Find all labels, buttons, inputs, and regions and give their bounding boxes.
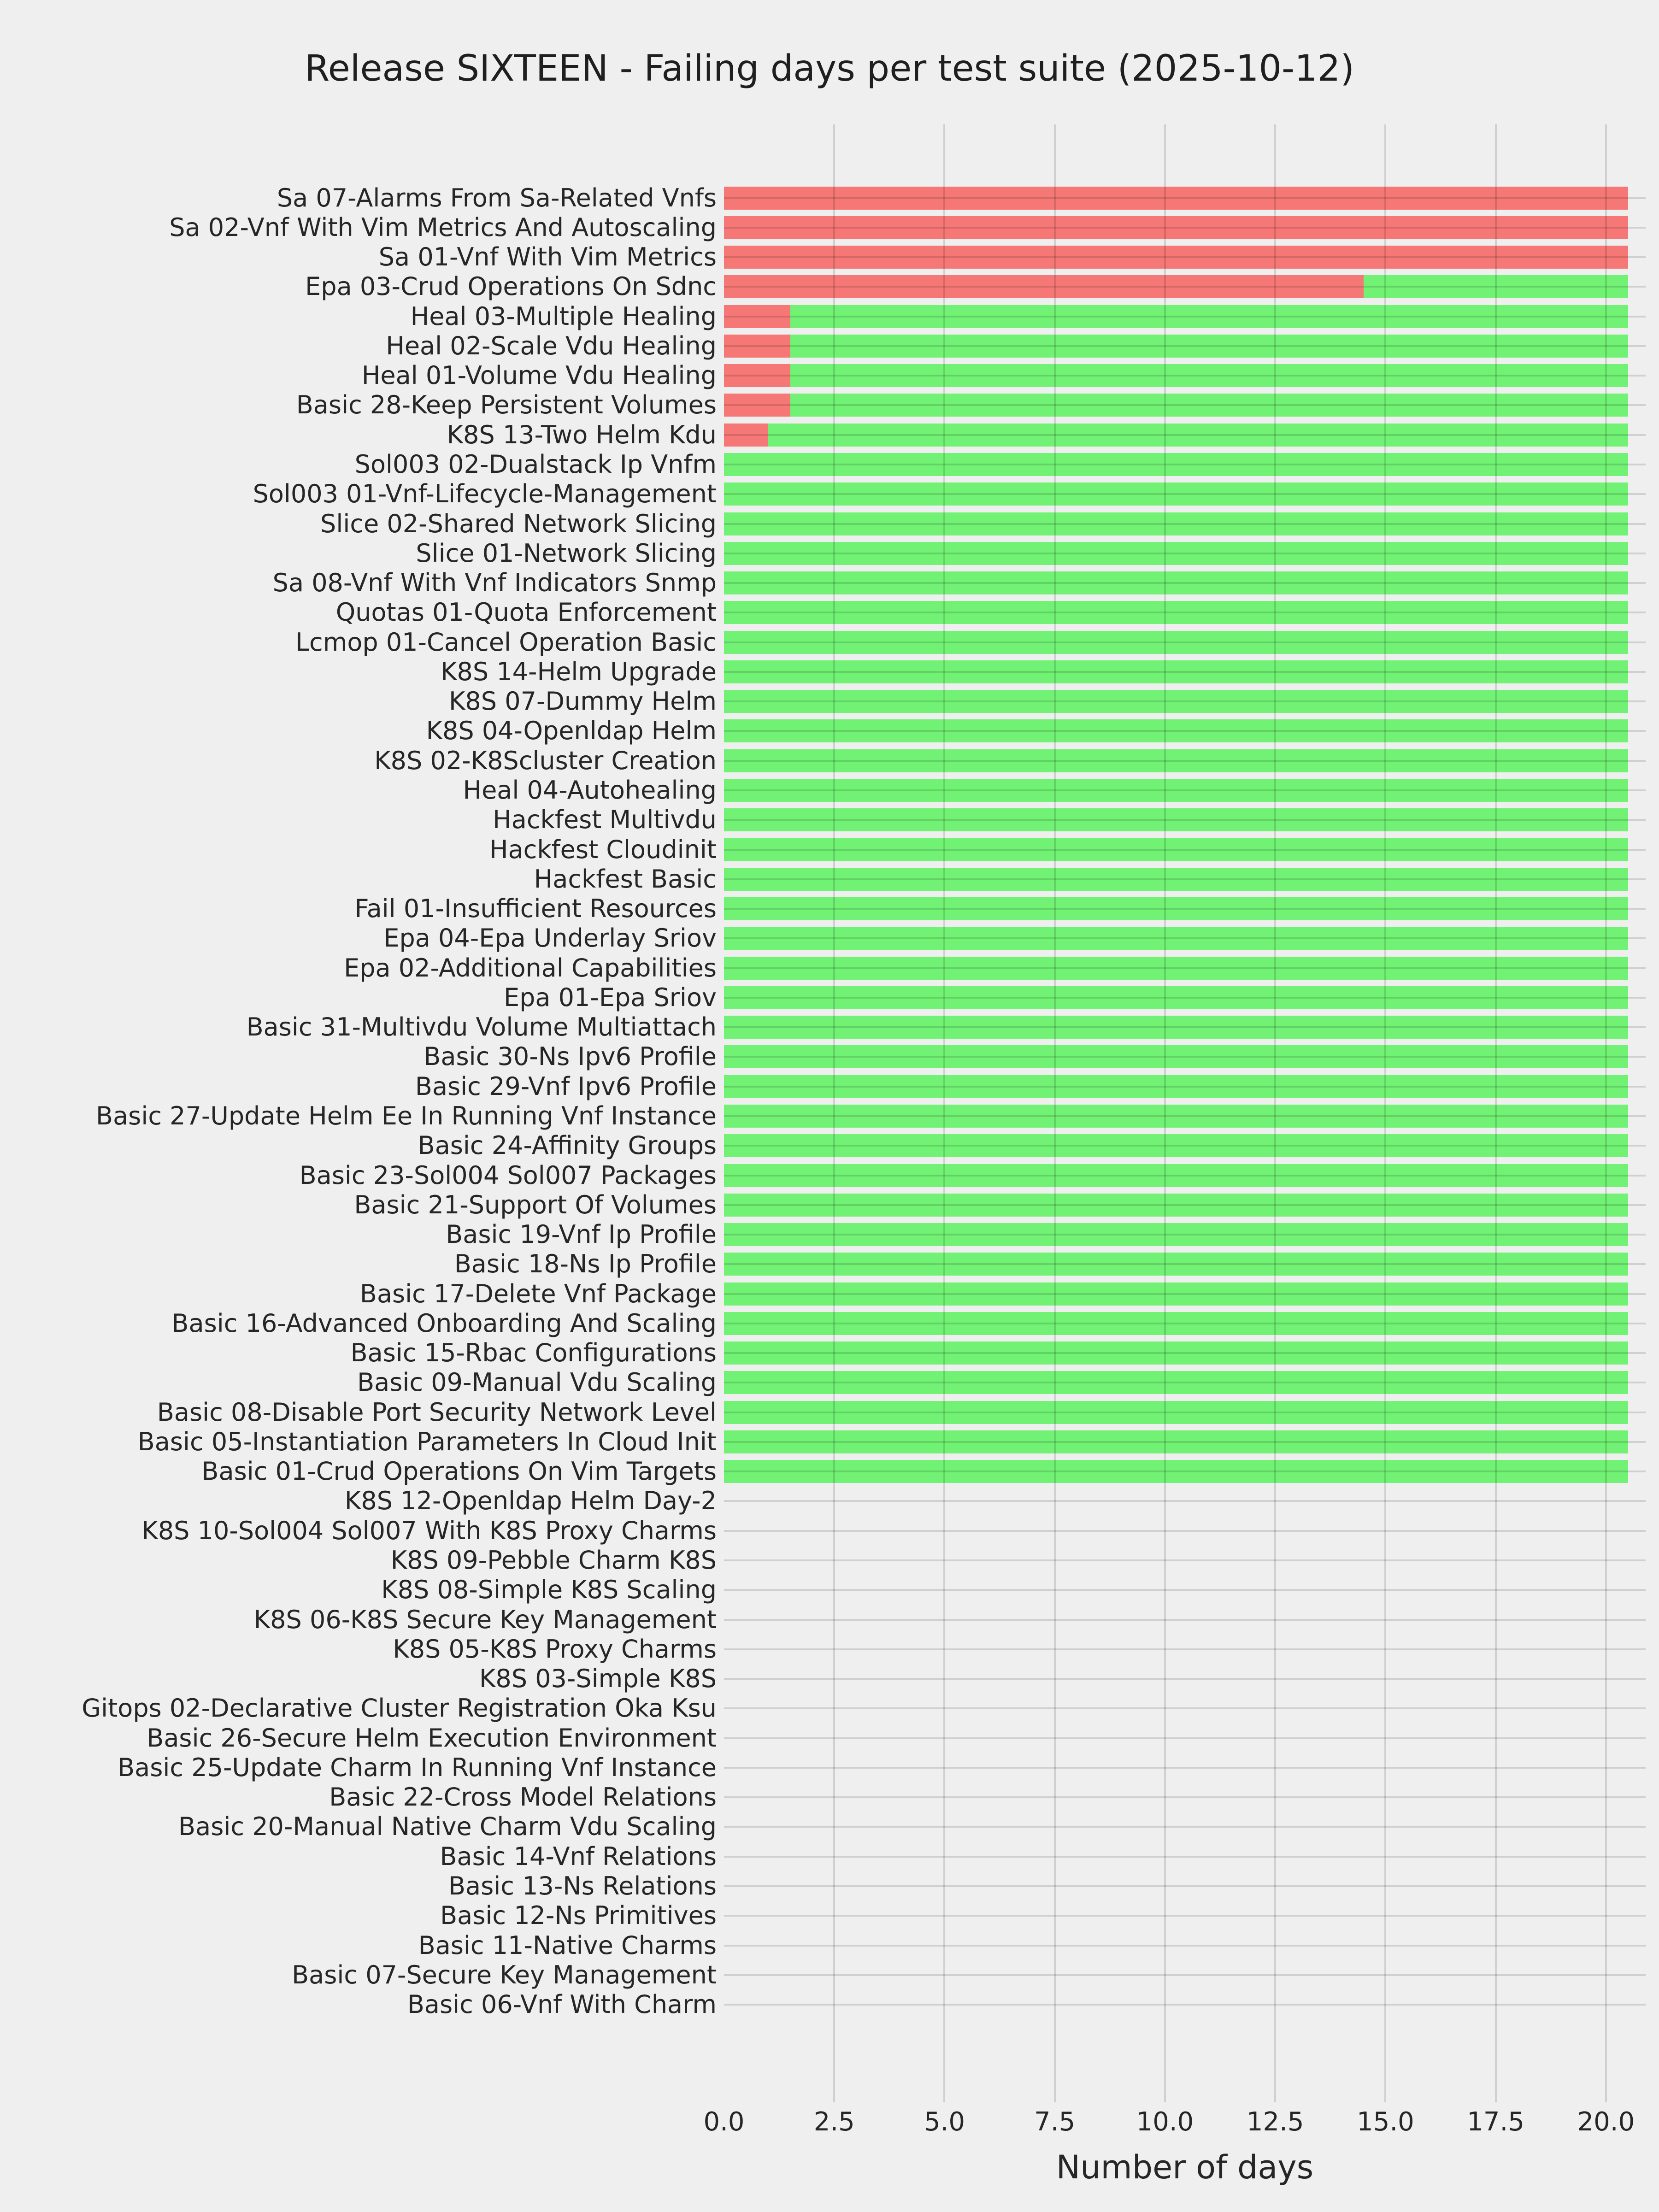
h-gridline [724, 1796, 1646, 1798]
y-axis-label: Basic 26-Secure Helm Execution Environment [147, 1723, 717, 1753]
y-axis-label: Hackfest Basic [534, 864, 717, 894]
y-axis-label: Basic 21-Support Of Volumes [354, 1190, 717, 1219]
y-axis-label: Basic 27-Update Helm Ee In Running Vnf Instance [96, 1101, 717, 1130]
y-axis-label: Heal 04-Autohealing [463, 776, 717, 805]
h-gridline [724, 612, 1646, 613]
y-axis-label: K8S 08-Simple K8S Scaling [381, 1575, 717, 1605]
h-gridline [724, 1767, 1646, 1769]
y-axis-label: Slice 02-Shared Network Slicing [320, 509, 717, 538]
h-gridline [724, 1412, 1646, 1413]
y-axis-label: Basic 28-Keep Persistent Volumes [296, 390, 717, 420]
x-tick-label: 17.5 [1467, 2107, 1524, 2137]
x-tick-label: 0.0 [703, 2107, 745, 2137]
h-gridline [724, 553, 1646, 554]
h-gridline [724, 937, 1646, 939]
h-gridline [724, 1323, 1646, 1324]
y-axis-label: Basic 05-Instantiation Parameters In Cloud Init [137, 1427, 717, 1456]
y-axis-label: Basic 01-Crud Operations On Vim Targets [201, 1457, 717, 1486]
y-axis-label: Sa 01-Vnf With Vim Metrics [378, 242, 717, 272]
h-gridline [724, 789, 1646, 791]
h-gridline [724, 1441, 1646, 1443]
h-gridline [724, 1056, 1646, 1058]
y-axis-label: Basic 17-Delete Vnf Package [359, 1279, 717, 1308]
y-axis-label: K8S 03-Simple K8S [479, 1664, 717, 1694]
plot-area [724, 124, 1646, 2102]
y-axis-label: Basic 29-Vnf Ipv6 Profile [415, 1071, 717, 1101]
y-axis-label: Heal 02-Scale Vdu Healing [386, 331, 717, 360]
x-tick-label: 20.0 [1577, 2107, 1635, 2137]
h-gridline [724, 1707, 1646, 1709]
h-gridline [724, 908, 1646, 910]
x-axis-title: Number of days [1056, 2148, 1314, 2186]
x-axis-ticks [0, 2106, 1659, 2138]
h-gridline [724, 1915, 1646, 1917]
y-axis-label: Lcmop 01-Cancel Operation Basic [295, 627, 717, 657]
h-gridline [724, 1026, 1646, 1028]
h-gridline [724, 967, 1646, 969]
h-gridline [724, 493, 1646, 495]
h-gridline [724, 523, 1646, 525]
y-axis-labels [0, 124, 717, 2102]
y-axis-label: Basic 25-Update Charm In Running Vnf Instance [118, 1753, 717, 1782]
h-gridline [724, 582, 1646, 584]
y-axis-label: Basic 09-Manual Vdu Scaling [357, 1368, 717, 1397]
h-gridline [724, 316, 1646, 318]
y-axis-label: K8S 07-Dummy Helm [449, 687, 717, 716]
h-gridline [724, 700, 1646, 702]
h-gridline [724, 1175, 1646, 1177]
h-gridline [724, 1885, 1646, 1887]
y-axis-label: K8S 13-Two Helm Kdu [447, 420, 717, 449]
y-axis-label: Epa 01-Epa Sriov [504, 982, 717, 1012]
v-gridline [1495, 124, 1497, 2102]
y-axis-label: K8S 05-K8S Proxy Charms [393, 1634, 717, 1664]
y-axis-label: Basic 13-Ns Relations [448, 1871, 717, 1900]
x-tick-label: 7.5 [1034, 2107, 1076, 2137]
y-axis-label: Sa 08-Vnf With Vnf Indicators Snmp [272, 568, 717, 598]
h-gridline [724, 1382, 1646, 1383]
h-gridline [724, 256, 1646, 258]
x-tick-label: 5.0 [924, 2107, 965, 2137]
y-axis-label: Basic 12-Ns Primitives [440, 1901, 717, 1930]
h-gridline [724, 1500, 1646, 1502]
h-gridline [724, 1737, 1646, 1739]
v-gridline [1274, 124, 1276, 2102]
chart-title: Release SIXTEEN - Failing days per test suite (2025-10-12) [305, 48, 1354, 89]
h-gridline [724, 1204, 1646, 1206]
h-gridline [724, 345, 1646, 347]
h-gridline [724, 1945, 1646, 1947]
y-axis-label: Basic 16-Advanced Onboarding And Scaling [171, 1308, 717, 1338]
h-gridline [724, 2004, 1646, 2006]
h-gridline [724, 1471, 1646, 1472]
h-gridline [724, 1826, 1646, 1828]
h-gridline [724, 1678, 1646, 1680]
v-gridline [1054, 124, 1056, 2102]
h-gridline [724, 641, 1646, 643]
y-axis-label: Basic 19-Vnf Ip Profile [446, 1220, 717, 1249]
y-axis-label: Basic 11-Native Charms [418, 1930, 717, 1960]
h-gridline [724, 227, 1646, 229]
y-axis-label: Basic 08-Disable Port Security Network Level [157, 1397, 717, 1427]
y-axis-label: Basic 23-Sol004 Sol007 Packages [299, 1160, 717, 1190]
y-axis-label: K8S 09-Pebble Charm K8S [390, 1546, 717, 1575]
h-gridline [724, 434, 1646, 436]
v-gridline [833, 124, 835, 2102]
y-axis-label: Hackfest Multivdu [493, 805, 717, 835]
y-axis-label: Heal 01-Volume Vdu Healing [361, 361, 717, 390]
y-axis-label: K8S 06-K8S Secure Key Management [253, 1605, 717, 1634]
x-tick-label: 12.5 [1246, 2107, 1304, 2137]
x-tick-label: 2.5 [813, 2107, 855, 2137]
y-axis-label: Basic 22-Cross Model Relations [329, 1783, 717, 1812]
x-tick-label: 15.0 [1357, 2107, 1414, 2137]
y-axis-label: Epa 02-Additional Capabilities [344, 953, 717, 982]
y-axis-label: K8S 10-Sol004 Sol007 With K8S Proxy Charms [141, 1516, 717, 1545]
h-gridline [724, 1234, 1646, 1235]
h-gridline [724, 1530, 1646, 1532]
h-gridline [724, 286, 1646, 288]
h-gridline [724, 1589, 1646, 1591]
h-gridline [724, 1145, 1646, 1147]
y-axis-label: Epa 04-Epa Underlay Sriov [383, 924, 717, 953]
h-gridline [724, 878, 1646, 880]
y-axis-label: Basic 24-Affinity Groups [418, 1131, 717, 1160]
v-gridline [943, 124, 945, 2102]
h-gridline [724, 1263, 1646, 1265]
y-axis-label: K8S 14-Helm Upgrade [441, 657, 717, 686]
y-axis-label: Basic 14-Vnf Relations [440, 1841, 717, 1871]
y-axis-label: Quotas 01-Quota Enforcement [335, 598, 717, 627]
y-axis-label: Gitops 02-Declarative Cluster Registration Oka Ksu [82, 1694, 717, 1723]
h-gridline [724, 997, 1646, 999]
h-gridline [724, 1293, 1646, 1295]
h-gridline [724, 1559, 1646, 1561]
y-axis-label: Basic 06-Vnf With Charm [407, 1990, 717, 2019]
h-gridline [724, 1352, 1646, 1354]
h-gridline [724, 730, 1646, 732]
h-gridline [724, 819, 1646, 821]
y-axis-label: K8S 12-Openldap Helm Day-2 [344, 1486, 717, 1516]
v-gridline [1605, 124, 1607, 2102]
y-axis-label: Sa 07-Alarms From Sa-Related Vnfs [276, 183, 717, 212]
h-gridline [724, 849, 1646, 851]
y-axis-label: Hackfest Cloudinit [489, 835, 717, 864]
y-axis-label: Fail 01-Insufficient Resources [354, 894, 717, 924]
y-axis-label: Sol003 01-Vnf-Lifecycle-Management [253, 479, 717, 509]
y-axis-label: Slice 01-Network Slicing [416, 538, 717, 568]
y-axis-label: Heal 03-Multiple Healing [410, 301, 717, 331]
y-axis-label: Basic 15-Rbac Configurations [350, 1338, 717, 1368]
h-gridline [724, 1856, 1646, 1858]
h-gridline [724, 375, 1646, 377]
y-axis-label: K8S 02-K8Scluster Creation [374, 746, 717, 775]
h-gridline [724, 1115, 1646, 1117]
h-gridline [724, 1648, 1646, 1650]
v-gridline [1164, 124, 1166, 2102]
y-axis-label: Epa 03-Crud Operations On Sdnc [305, 272, 717, 301]
h-gridline [724, 1619, 1646, 1621]
y-axis-label: Basic 18-Ns Ip Profile [454, 1249, 717, 1279]
h-gridline [724, 760, 1646, 762]
h-gridline [724, 197, 1646, 199]
h-gridline [724, 1974, 1646, 1976]
h-gridline [724, 671, 1646, 673]
h-gridline [724, 404, 1646, 406]
y-axis-label: Basic 31-Multivdu Volume Multiattach [246, 1012, 717, 1042]
y-axis-label: Basic 30-Ns Ipv6 Profile [424, 1042, 717, 1071]
y-axis-label: Sol003 02-Dualstack Ip Vnfm [354, 450, 717, 479]
h-gridline [724, 464, 1646, 465]
y-axis-label: Basic 07-Secure Key Management [292, 1960, 717, 1989]
x-tick-label: 10.0 [1136, 2107, 1194, 2137]
y-axis-label: K8S 04-Openldap Helm [426, 716, 717, 746]
h-gridline [724, 1086, 1646, 1088]
y-axis-label: Sa 02-Vnf With Vim Metrics And Autoscaling [169, 212, 717, 242]
y-axis-label: Basic 20-Manual Native Charm Vdu Scaling [178, 1812, 717, 1841]
v-gridline [1384, 124, 1386, 2102]
